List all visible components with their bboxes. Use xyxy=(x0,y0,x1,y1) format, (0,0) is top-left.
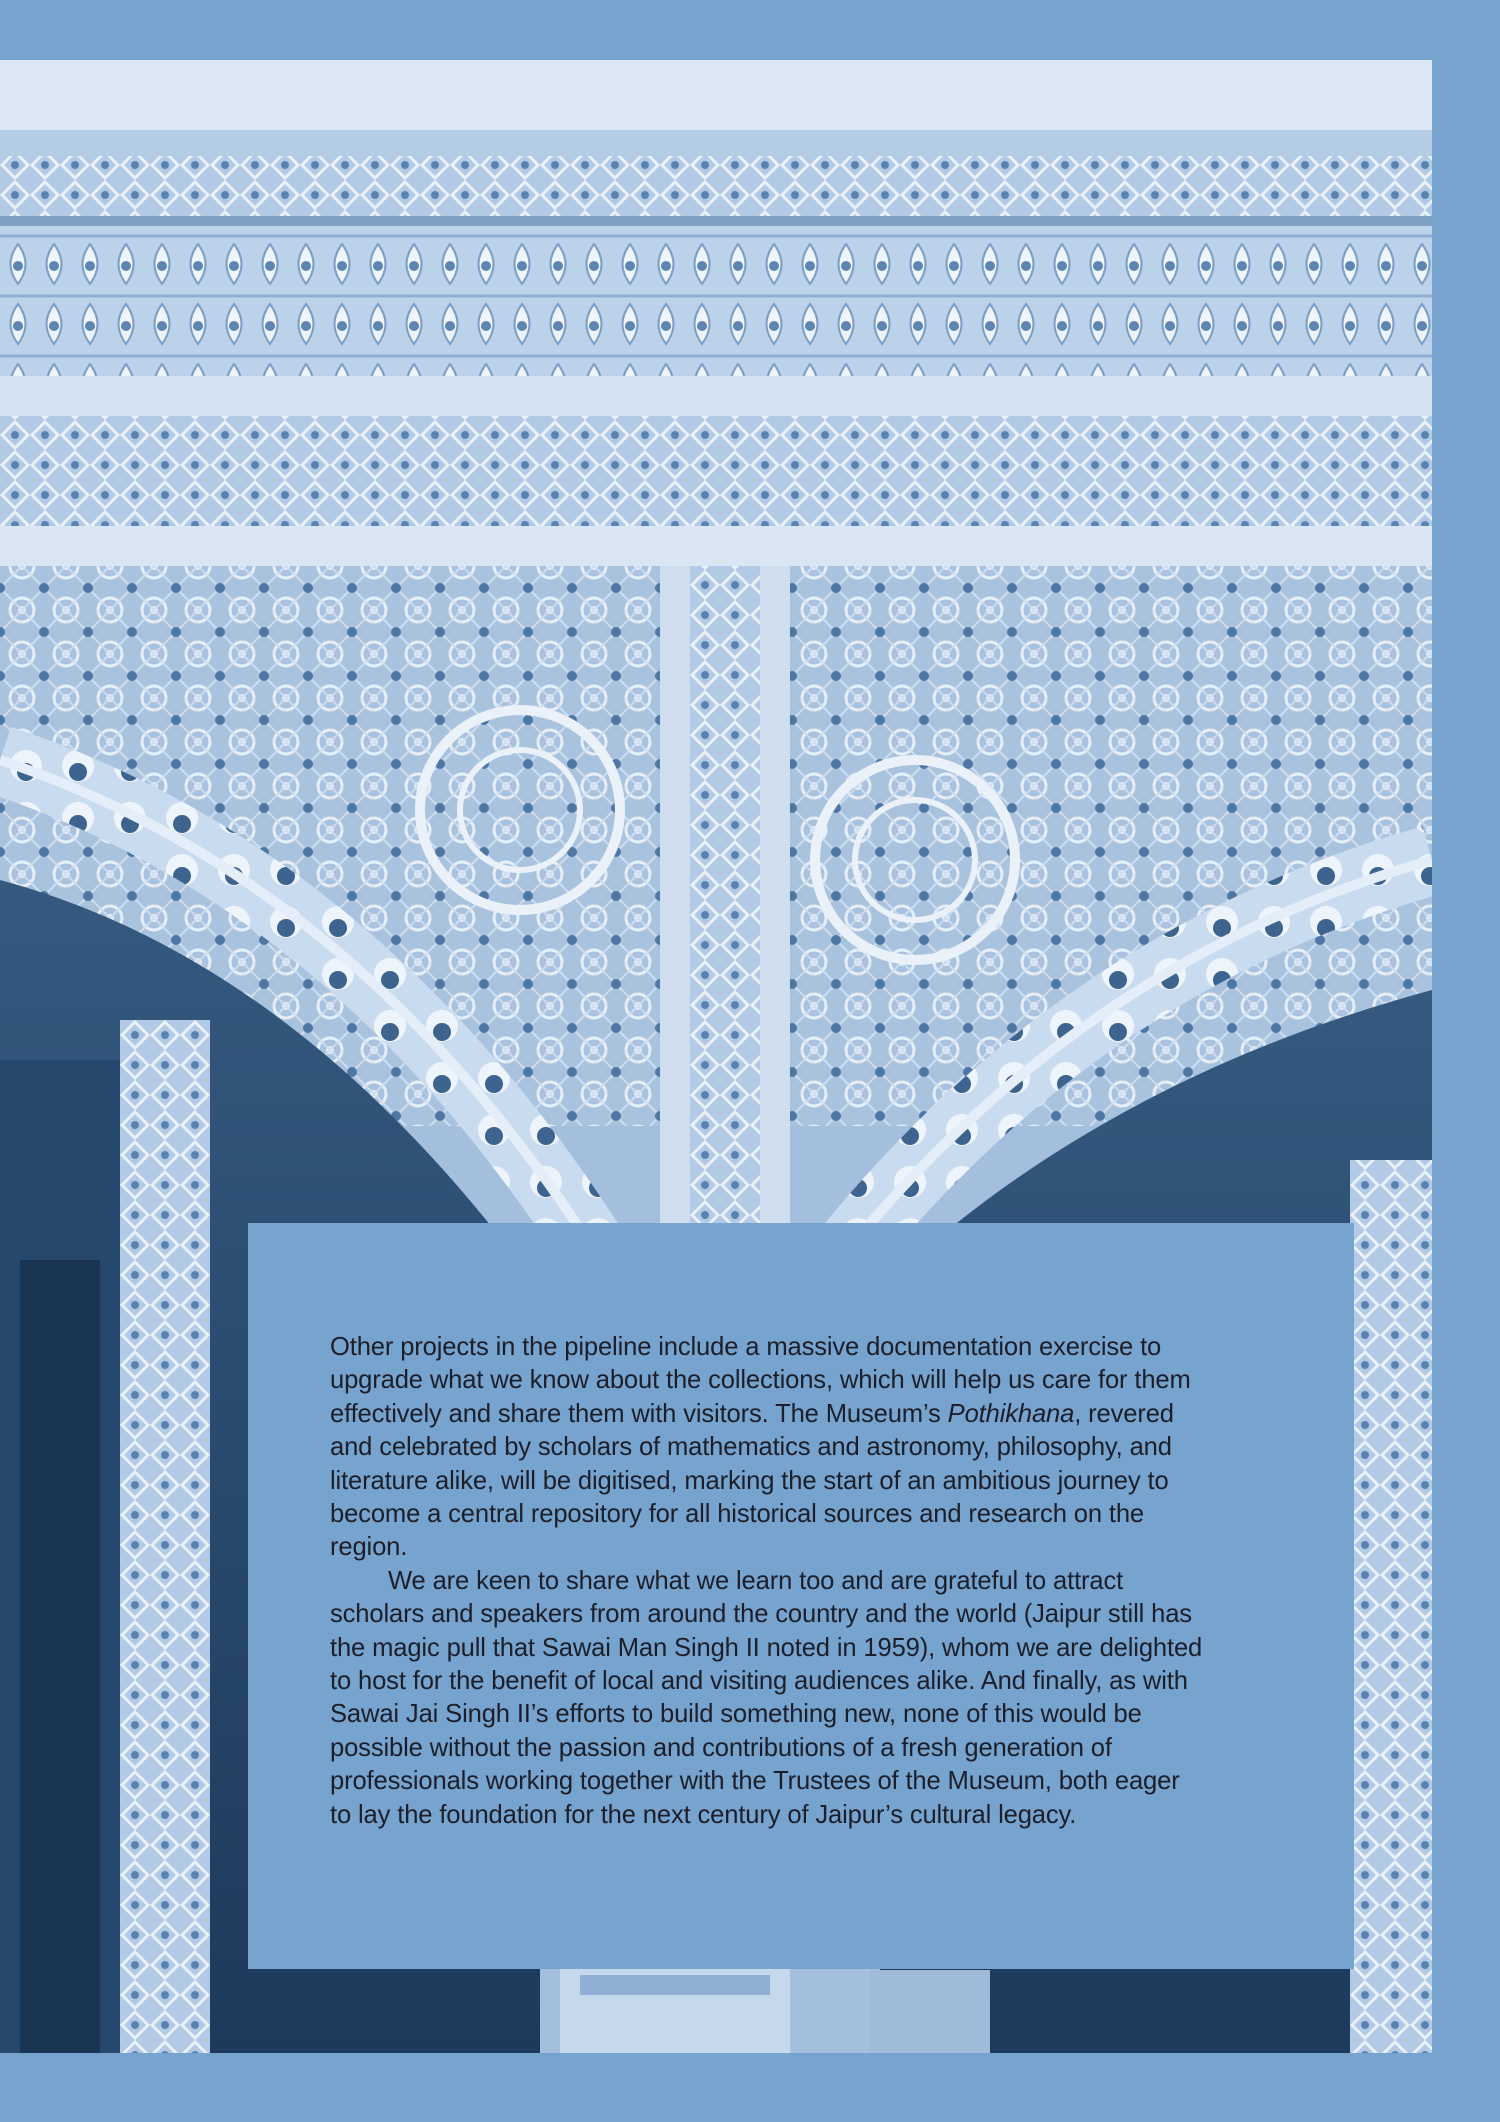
text-panel xyxy=(248,1223,1354,1969)
body-paragraph-1: Other projects in the pipeline include a massive documentation exercise to upgrade what we know about the collections, which will help us care for them effectively and share them with visitors. The Museum’s Pothikhana, revered and celebrated by scholars of mathematics and astronomy, philosophy, and literature alike, will be digitised, marking the start of an ambitious journey to become a central repository for all historical sources and research on the region. xyxy=(330,1333,1191,1562)
pothikhana-italic: Pothikhana xyxy=(947,1399,1075,1428)
body-paragraph-2: We are keen to share what we learn too and are grateful to attract scholars and speakers from around the country and the world (Jaipur still has the magic pull that Sawai Man Singh II noted in 1959), whom we are delighted to host for the benefit of local and visiting audiences alike. And finally, as with Sawai Jai Singh II’s efforts to build something new, none of this would be possible without the passion and contributions of a fresh generation of professionals working together with the Trustees of the Museum, both eager to lay the foundation for the next century of Jaipur’s cultural legacy. xyxy=(330,1566,1203,1829)
